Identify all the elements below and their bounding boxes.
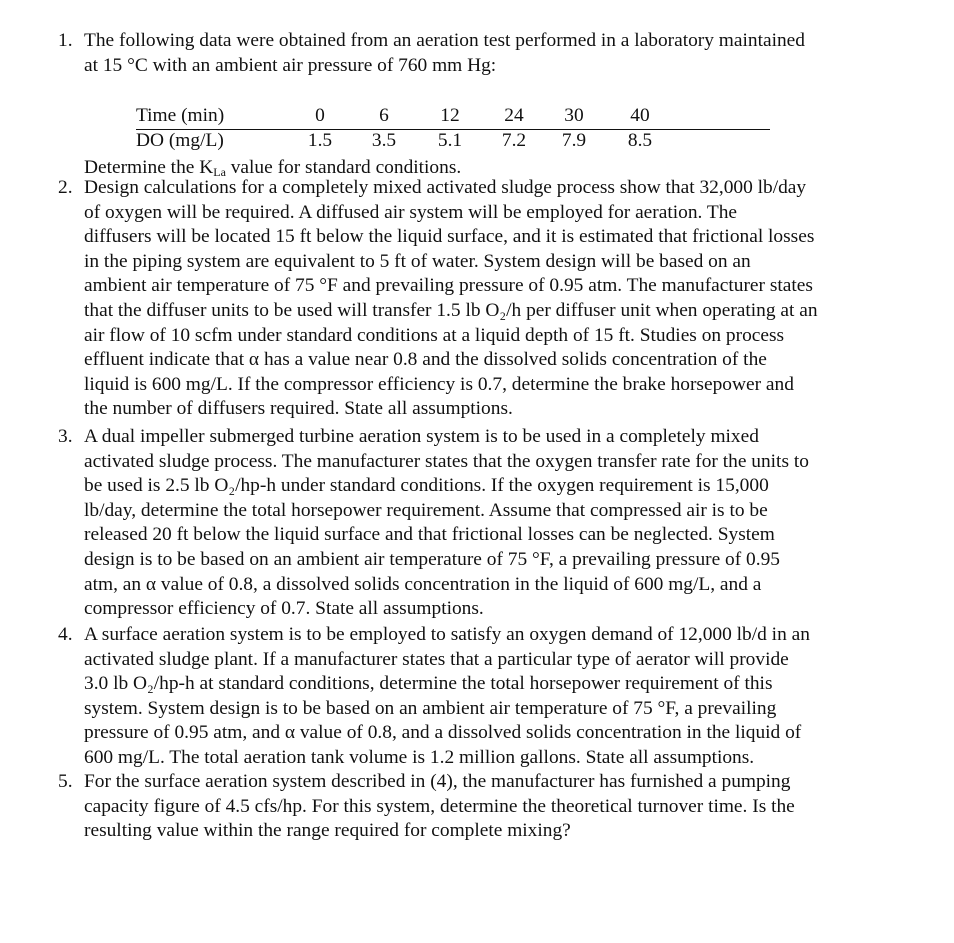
text-line: capacity figure of 4.5 cfs/hp. For this system, determine the theoretical turnover time. Is the: [84, 795, 795, 817]
time-cell: 24: [504, 105, 524, 126]
text-line: diffusers will be located 15 ft below the liquid surface, and it is estimated that frictional losses: [84, 226, 815, 248]
text-line: liquid is 600 mg/L. If the compressor efficiency is 0.7, determine the brake horsepower and: [84, 373, 794, 395]
text-line: that the diffuser units to be used will transfer 1.5 lb O₂/h per diffuser unit when operating at an: [84, 299, 818, 321]
problem-number: 4.: [58, 624, 73, 645]
problem-text: [84, 770, 894, 844]
text-line: The following data were obtained from an aeration test performed in a laboratory maintained: [84, 30, 805, 51]
problem-number: 1.: [58, 30, 73, 51]
text-line: activated sludge process. The manufacturer states that the oxygen transfer rate for the units to: [84, 450, 809, 472]
text-line: air flow of 10 scfm under standard conditions at a liquid depth of 15 ft. Studies on process: [84, 324, 785, 346]
text-line: activated sludge plant. If a manufacturer states that a particular type of aerator will provide: [84, 648, 789, 670]
time-row-label: Time (min): [136, 105, 225, 126]
text-line: effluent indicate that α has a value near 0.8 and the dissolved solids concentration of the: [84, 349, 767, 371]
aeration-data-table: [136, 102, 770, 154]
time-cell: 12: [440, 105, 460, 126]
do-cell: 1.5: [307, 130, 333, 151]
time-cell: 6: [379, 105, 389, 126]
text-line: system. System design is to be based on an ambient air temperature of 75 °F, a prevailing: [84, 697, 777, 719]
text-line: in the piping system are equivalent to 5 ft of water. System design will be based on an: [84, 250, 751, 272]
problem-text: [84, 29, 894, 78]
text-line: at 15 °C with an ambient air pressure of 760 mm Hg:: [84, 54, 497, 76]
text-line: A dual impeller submerged turbine aeration system is to be used in a completely mixed: [84, 426, 759, 447]
do-cell: 3.5: [371, 130, 397, 151]
text-line: compressor efficiency of 0.7. State all assumptions.: [84, 598, 484, 620]
text-line: of oxygen will be required. A diffused air system will be employed for aeration. The: [84, 201, 738, 223]
do-cell: 5.1: [437, 130, 463, 151]
problem-number: 5.: [58, 771, 73, 792]
time-cell: 30: [564, 105, 584, 126]
problem-number: 3.: [58, 426, 73, 447]
kla-subscript: La: [213, 165, 226, 179]
text-line: Design calculations for a completely mixed activated sludge process show that 32,000 lb/day: [84, 177, 807, 198]
text-line: the number of diffusers required. State all assumptions.: [84, 398, 513, 420]
problem-text: [84, 623, 894, 771]
text-line: 3.0 lb O₂/hp-h at standard conditions, determine the total horsepower requirement of this: [84, 673, 773, 695]
time-cell: 40: [630, 105, 650, 126]
do-cell: 7.9: [561, 130, 587, 151]
text-line: design is to be based on an ambient air temperature of 75 °F, a prevailing pressure of 0.95: [84, 548, 780, 570]
text-line: pressure of 0.95 atm, and α value of 0.8, and a dissolved solids concentration in the liquid of: [84, 722, 802, 744]
time-cell: 0: [315, 105, 325, 126]
text-line: ambient air temperature of 75 °F and prevailing pressure of 0.95 atm. The manufacturer states: [84, 275, 813, 297]
do-row-label: DO (mg/L): [136, 130, 224, 151]
do-cell: 8.5: [627, 130, 653, 151]
text-line: A surface aeration system is to be employed to satisfy an oxygen demand of 12,000 lb/d in an: [84, 624, 810, 645]
text-line: atm, an α value of 0.8, a dissolved solids concentration in the liquid of 600 mg/L, and a: [84, 573, 762, 595]
do-cell: 7.2: [501, 130, 527, 151]
text-line: lb/day, determine the total horsepower requirement. Assume that compressed air is to be: [84, 499, 768, 521]
text-line: 600 mg/L. The total aeration tank volume is 1.2 million gallons. State all assumptions.: [84, 746, 755, 768]
question-text-post: value for standard conditions.: [225, 157, 462, 178]
text-line: resulting value within the range required for complete mixing?: [84, 820, 571, 842]
text-line: released 20 ft below the liquid surface and that frictional losses can be neglected. System: [84, 524, 775, 546]
text-line: For the surface aeration system described in (4), the manufacturer has furnished a pumping: [84, 771, 791, 792]
problem-text: [84, 176, 894, 422]
problem-text: [84, 425, 894, 622]
text-line: be used is 2.5 lb O₂/hp-h under standard conditions. If the oxygen requirement is 15,000: [84, 475, 769, 497]
problem-number: 2.: [58, 177, 73, 198]
question-text-pre: Determine the K: [84, 157, 214, 178]
